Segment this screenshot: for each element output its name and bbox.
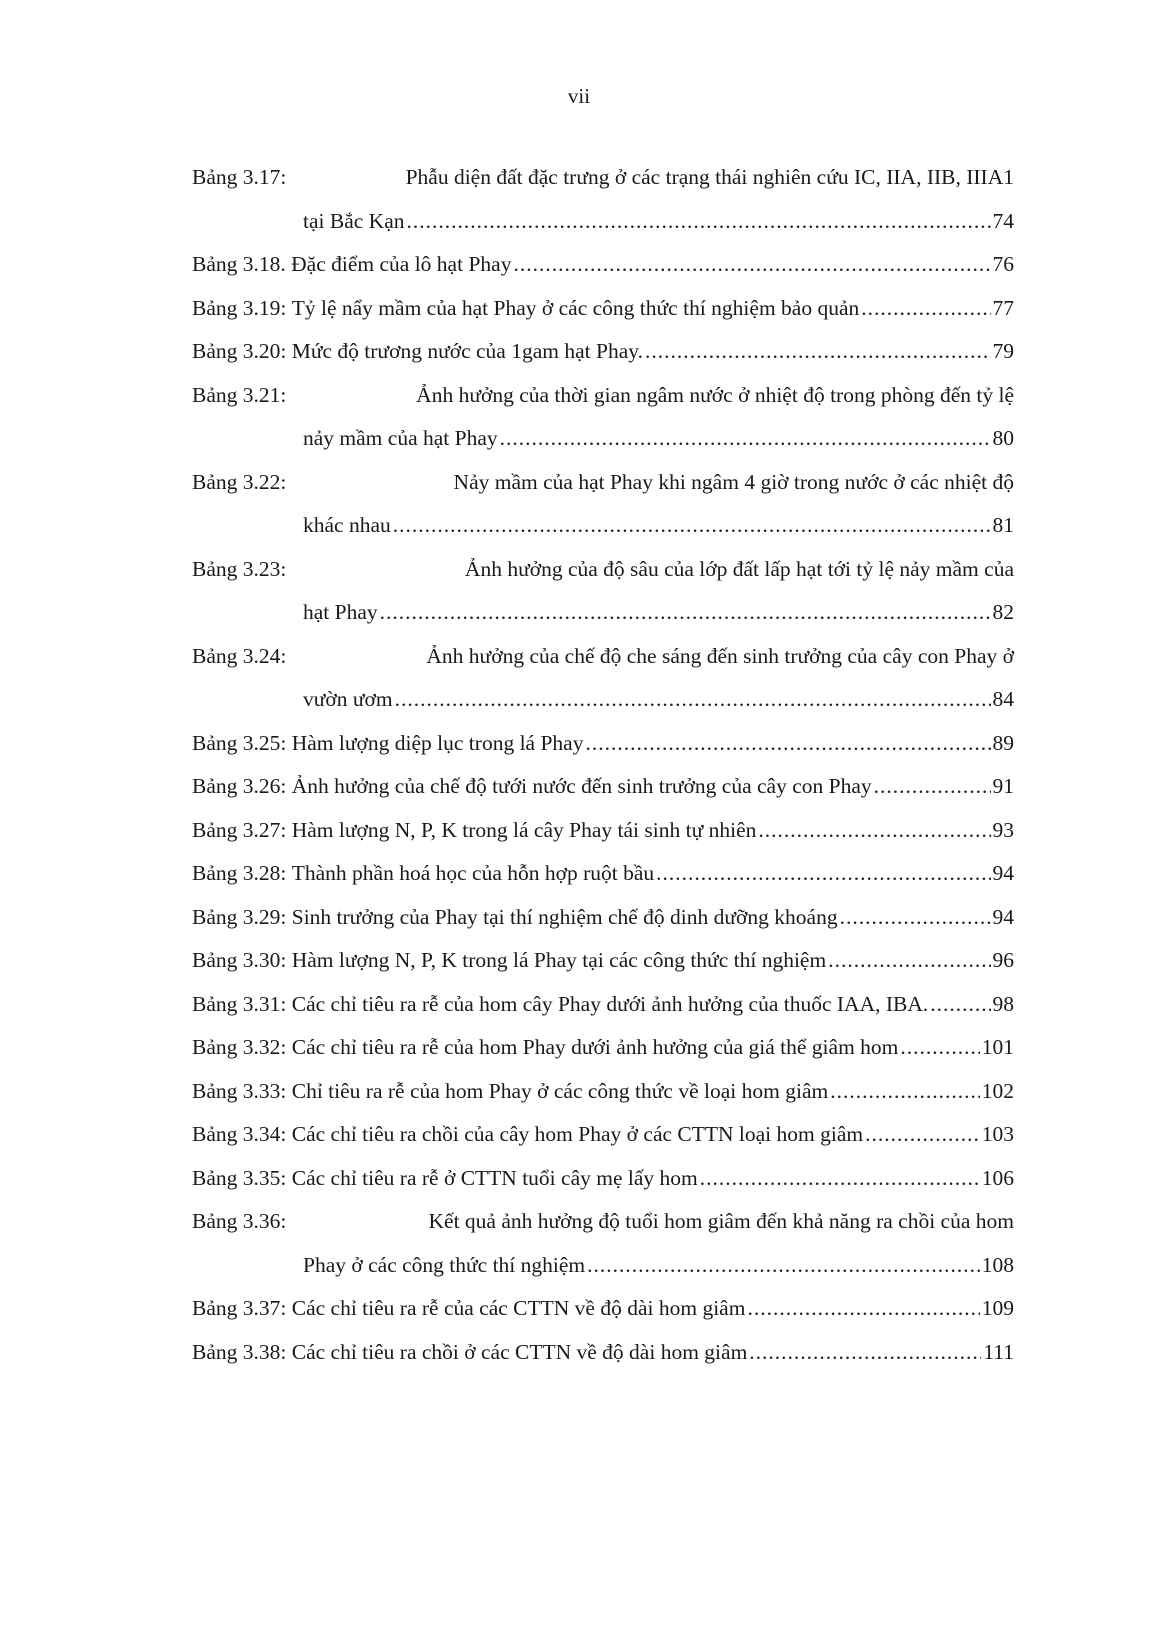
toc-entry-title: Hàm lượng N, P, K trong lá Phay tại các công thức thí nghiệm bbox=[291, 948, 827, 972]
toc-entry-title-continued: hạt Phay bbox=[303, 600, 378, 624]
toc-entry-title: Các chỉ tiêu ra rễ của hom cây Phay dưới ảnh hưởng của thuốc IAA, IBA. bbox=[291, 991, 929, 1016]
toc-leader-dots bbox=[700, 1157, 980, 1201]
toc-entry-page: 96 bbox=[992, 948, 1014, 972]
toc-entry-title: Đặc điểm của lô hạt Phay bbox=[291, 252, 512, 276]
toc-entry-page: 94 bbox=[992, 861, 1014, 885]
toc-entry[interactable] bbox=[192, 983, 1014, 1027]
toc-entry-label: Bảng 3.34: bbox=[192, 1122, 287, 1146]
toc-entry-title: Mức độ trương nước của 1gam hạt Phay. bbox=[291, 339, 643, 363]
toc-entry[interactable] bbox=[192, 1157, 1014, 1201]
toc-entry-label: Bảng 3.27: bbox=[192, 817, 287, 842]
toc-leader-dots bbox=[513, 243, 990, 287]
toc-entry-label: Bảng 3.20: bbox=[192, 339, 287, 363]
table-of-contents bbox=[192, 156, 1014, 1374]
toc-leader-dots bbox=[747, 1287, 979, 1331]
toc-leader-dots bbox=[749, 1331, 981, 1375]
toc-entry-page: 102 bbox=[981, 1078, 1014, 1103]
toc-entry[interactable] bbox=[192, 939, 1014, 983]
toc-entry[interactable] bbox=[192, 374, 1014, 461]
toc-leader-dots bbox=[645, 330, 991, 374]
toc-entry[interactable] bbox=[192, 243, 1014, 287]
toc-entry-title: Các chỉ tiêu ra rễ của hom Phay dưới ảnh hưởng của giá thể giâm hom bbox=[291, 1035, 899, 1059]
toc-entry-page: 94 bbox=[992, 904, 1014, 929]
toc-entry-label: Bảng 3.29: bbox=[192, 904, 287, 929]
toc-entry-page: 103 bbox=[981, 1122, 1014, 1146]
toc-entry-page: 77 bbox=[992, 295, 1014, 320]
toc-entry-title: Ảnh hưởng của thời gian ngâm nước ở nhiệt độ trong phòng đến tỷ lệ bbox=[416, 382, 1014, 407]
toc-entry-title: Thành phần hoá học của hỗn hợp ruột bầu bbox=[291, 861, 655, 885]
toc-entry[interactable] bbox=[192, 1113, 1014, 1157]
toc-entry-title-continued: vườn ươm bbox=[303, 687, 393, 711]
toc-leader-dots bbox=[407, 200, 991, 244]
toc-leader-dots bbox=[380, 591, 991, 635]
toc-entry-label: Bảng 3.18. bbox=[192, 252, 286, 276]
toc-entry-page: 109 bbox=[981, 1296, 1014, 1320]
toc-entry-label: Bảng 3.32: bbox=[192, 1035, 287, 1059]
toc-entry[interactable] bbox=[192, 1331, 1014, 1375]
toc-leader-dots bbox=[828, 939, 990, 983]
toc-entry-title: Các chỉ tiêu ra rễ của các CTTN về độ dài hom giâm bbox=[291, 1296, 746, 1320]
toc-leader-dots bbox=[393, 504, 991, 548]
toc-entry-title-continued: Phay ở các công thức thí nghiệm bbox=[303, 1252, 586, 1277]
toc-entry-label: Bảng 3.22: bbox=[192, 469, 287, 494]
toc-entry[interactable] bbox=[192, 1026, 1014, 1070]
toc-entry[interactable] bbox=[192, 156, 1014, 243]
toc-entry-label: Bảng 3.36: bbox=[192, 1209, 287, 1233]
toc-entry-page: 82 bbox=[992, 600, 1014, 624]
toc-entry-label: Bảng 3.24: bbox=[192, 643, 287, 668]
toc-leader-dots bbox=[500, 417, 991, 461]
toc-entry-title: Kết quả ảnh hưởng độ tuổi hom giâm đến khả năng ra chồi của hom bbox=[428, 1209, 1014, 1233]
toc-leader-dots bbox=[585, 722, 990, 766]
toc-entry[interactable] bbox=[192, 1200, 1014, 1287]
toc-entry[interactable] bbox=[192, 461, 1014, 548]
toc-entry[interactable] bbox=[192, 635, 1014, 722]
toc-leader-dots bbox=[840, 896, 991, 940]
toc-entry-page: 81 bbox=[992, 513, 1014, 537]
toc-entry[interactable] bbox=[192, 330, 1014, 374]
toc-leader-dots bbox=[865, 1113, 980, 1157]
toc-leader-dots bbox=[758, 809, 990, 853]
toc-entry-page: 76 bbox=[992, 252, 1014, 276]
toc-entry-label: Bảng 3.17: bbox=[192, 165, 287, 189]
toc-entry-title: Các chỉ tiêu ra rễ ở CTTN tuổi cây mẹ lấy hom bbox=[291, 1165, 698, 1190]
toc-leader-dots bbox=[395, 678, 991, 722]
toc-entry-title: Ảnh hưởng của độ sâu của lớp đất lấp hạt tới tỷ lệ nảy mầm của bbox=[464, 556, 1014, 581]
toc-entry-label: Bảng 3.23: bbox=[192, 556, 287, 581]
toc-entry-title: Các chỉ tiêu ra chồi ở các CTTN về độ dài hom giâm bbox=[291, 1339, 748, 1364]
toc-entry-page: 84 bbox=[992, 687, 1014, 711]
toc-entry-title: Tỷ lệ nẩy mầm của hạt Phay ở các công thức thí nghiệm bảo quản bbox=[291, 295, 860, 320]
toc-leader-dots bbox=[930, 983, 990, 1027]
toc-entry[interactable] bbox=[192, 765, 1014, 809]
toc-entry[interactable] bbox=[192, 548, 1014, 635]
toc-entry-page: 89 bbox=[992, 730, 1014, 755]
toc-entry-page: 101 bbox=[981, 1035, 1014, 1059]
toc-entry[interactable] bbox=[192, 722, 1014, 766]
toc-entry[interactable] bbox=[192, 1070, 1014, 1114]
toc-entry-title: Hàm lượng diệp lục trong lá Phay bbox=[291, 730, 584, 755]
toc-entry[interactable] bbox=[192, 1287, 1014, 1331]
toc-leader-dots bbox=[874, 765, 991, 809]
toc-entry-title: Hàm lượng N, P, K trong lá cây Phay tái sinh tự nhiên bbox=[291, 817, 757, 842]
toc-entry-page: 80 bbox=[992, 426, 1014, 450]
toc-leader-dots bbox=[861, 287, 990, 331]
toc-entry-page: 91 bbox=[992, 774, 1014, 798]
toc-leader-dots bbox=[900, 1026, 979, 1070]
toc-entry-page: 106 bbox=[981, 1165, 1014, 1190]
toc-entry-label: Bảng 3.28: bbox=[192, 861, 287, 885]
toc-leader-dots bbox=[587, 1244, 980, 1288]
toc-entry-title: Sinh trưởng của Phay tại thí nghiệm chế độ dinh dưỡng khoáng bbox=[291, 904, 838, 929]
toc-entry-label: Bảng 3.31: bbox=[192, 991, 287, 1016]
toc-entry-label: Bảng 3.30: bbox=[192, 948, 287, 972]
toc-leader-dots bbox=[830, 1070, 980, 1114]
toc-entry-title: Ảnh hưởng của chế độ tưới nước đến sinh trưởng của cây con Phay bbox=[291, 774, 872, 798]
toc-entry-label: Bảng 3.38: bbox=[192, 1339, 287, 1364]
toc-entry-page: 111 bbox=[983, 1339, 1014, 1364]
toc-entry-title: Chỉ tiêu ra rễ của hom Phay ở các công thức về loại hom giâm bbox=[291, 1078, 829, 1103]
toc-entry-label: Bảng 3.33: bbox=[192, 1078, 287, 1103]
toc-entry-title: Nảy mầm của hạt Phay khi ngâm 4 giờ trong nước ở các nhiệt độ bbox=[453, 469, 1014, 494]
toc-entry-title-continued: tại Bắc Kạn bbox=[303, 208, 405, 233]
toc-entry-label: Bảng 3.37: bbox=[192, 1296, 287, 1320]
toc-entry-label: Bảng 3.35: bbox=[192, 1165, 287, 1190]
page-number: vii bbox=[567, 84, 591, 108]
toc-entry-title-continued: khác nhau bbox=[303, 513, 391, 537]
toc-entry[interactable] bbox=[192, 809, 1014, 853]
toc-entry-title: Các chỉ tiêu ra chồi của cây hom Phay ở các CTTN loại hom giâm bbox=[291, 1122, 864, 1146]
toc-entry[interactable] bbox=[192, 287, 1014, 331]
toc-entry-page: 74 bbox=[992, 208, 1014, 233]
toc-entry-title: Ảnh hưởng của chế độ che sáng đến sinh trưởng của cây con Phay ở bbox=[426, 643, 1014, 668]
toc-entry[interactable] bbox=[192, 896, 1014, 940]
toc-entry-page: 98 bbox=[992, 991, 1014, 1016]
toc-leader-dots bbox=[656, 852, 990, 896]
toc-entry-page: 108 bbox=[981, 1252, 1014, 1277]
toc-entry-label: Bảng 3.25: bbox=[192, 730, 287, 755]
toc-entry-label: Bảng 3.26: bbox=[192, 774, 287, 798]
toc-entry-page: 93 bbox=[992, 817, 1014, 842]
toc-entry-title: Phẫu diện đất đặc trưng ở các trạng thái nghiên cứu IC, IIA, IIB, IIIA1 bbox=[405, 165, 1014, 189]
toc-entry-title-continued: nảy mầm của hạt Phay bbox=[303, 426, 498, 450]
toc-entry-label: Bảng 3.21: bbox=[192, 382, 287, 407]
toc-entry-label: Bảng 3.19: bbox=[192, 295, 287, 320]
toc-entry[interactable] bbox=[192, 852, 1014, 896]
toc-entry-page: 79 bbox=[992, 339, 1014, 363]
